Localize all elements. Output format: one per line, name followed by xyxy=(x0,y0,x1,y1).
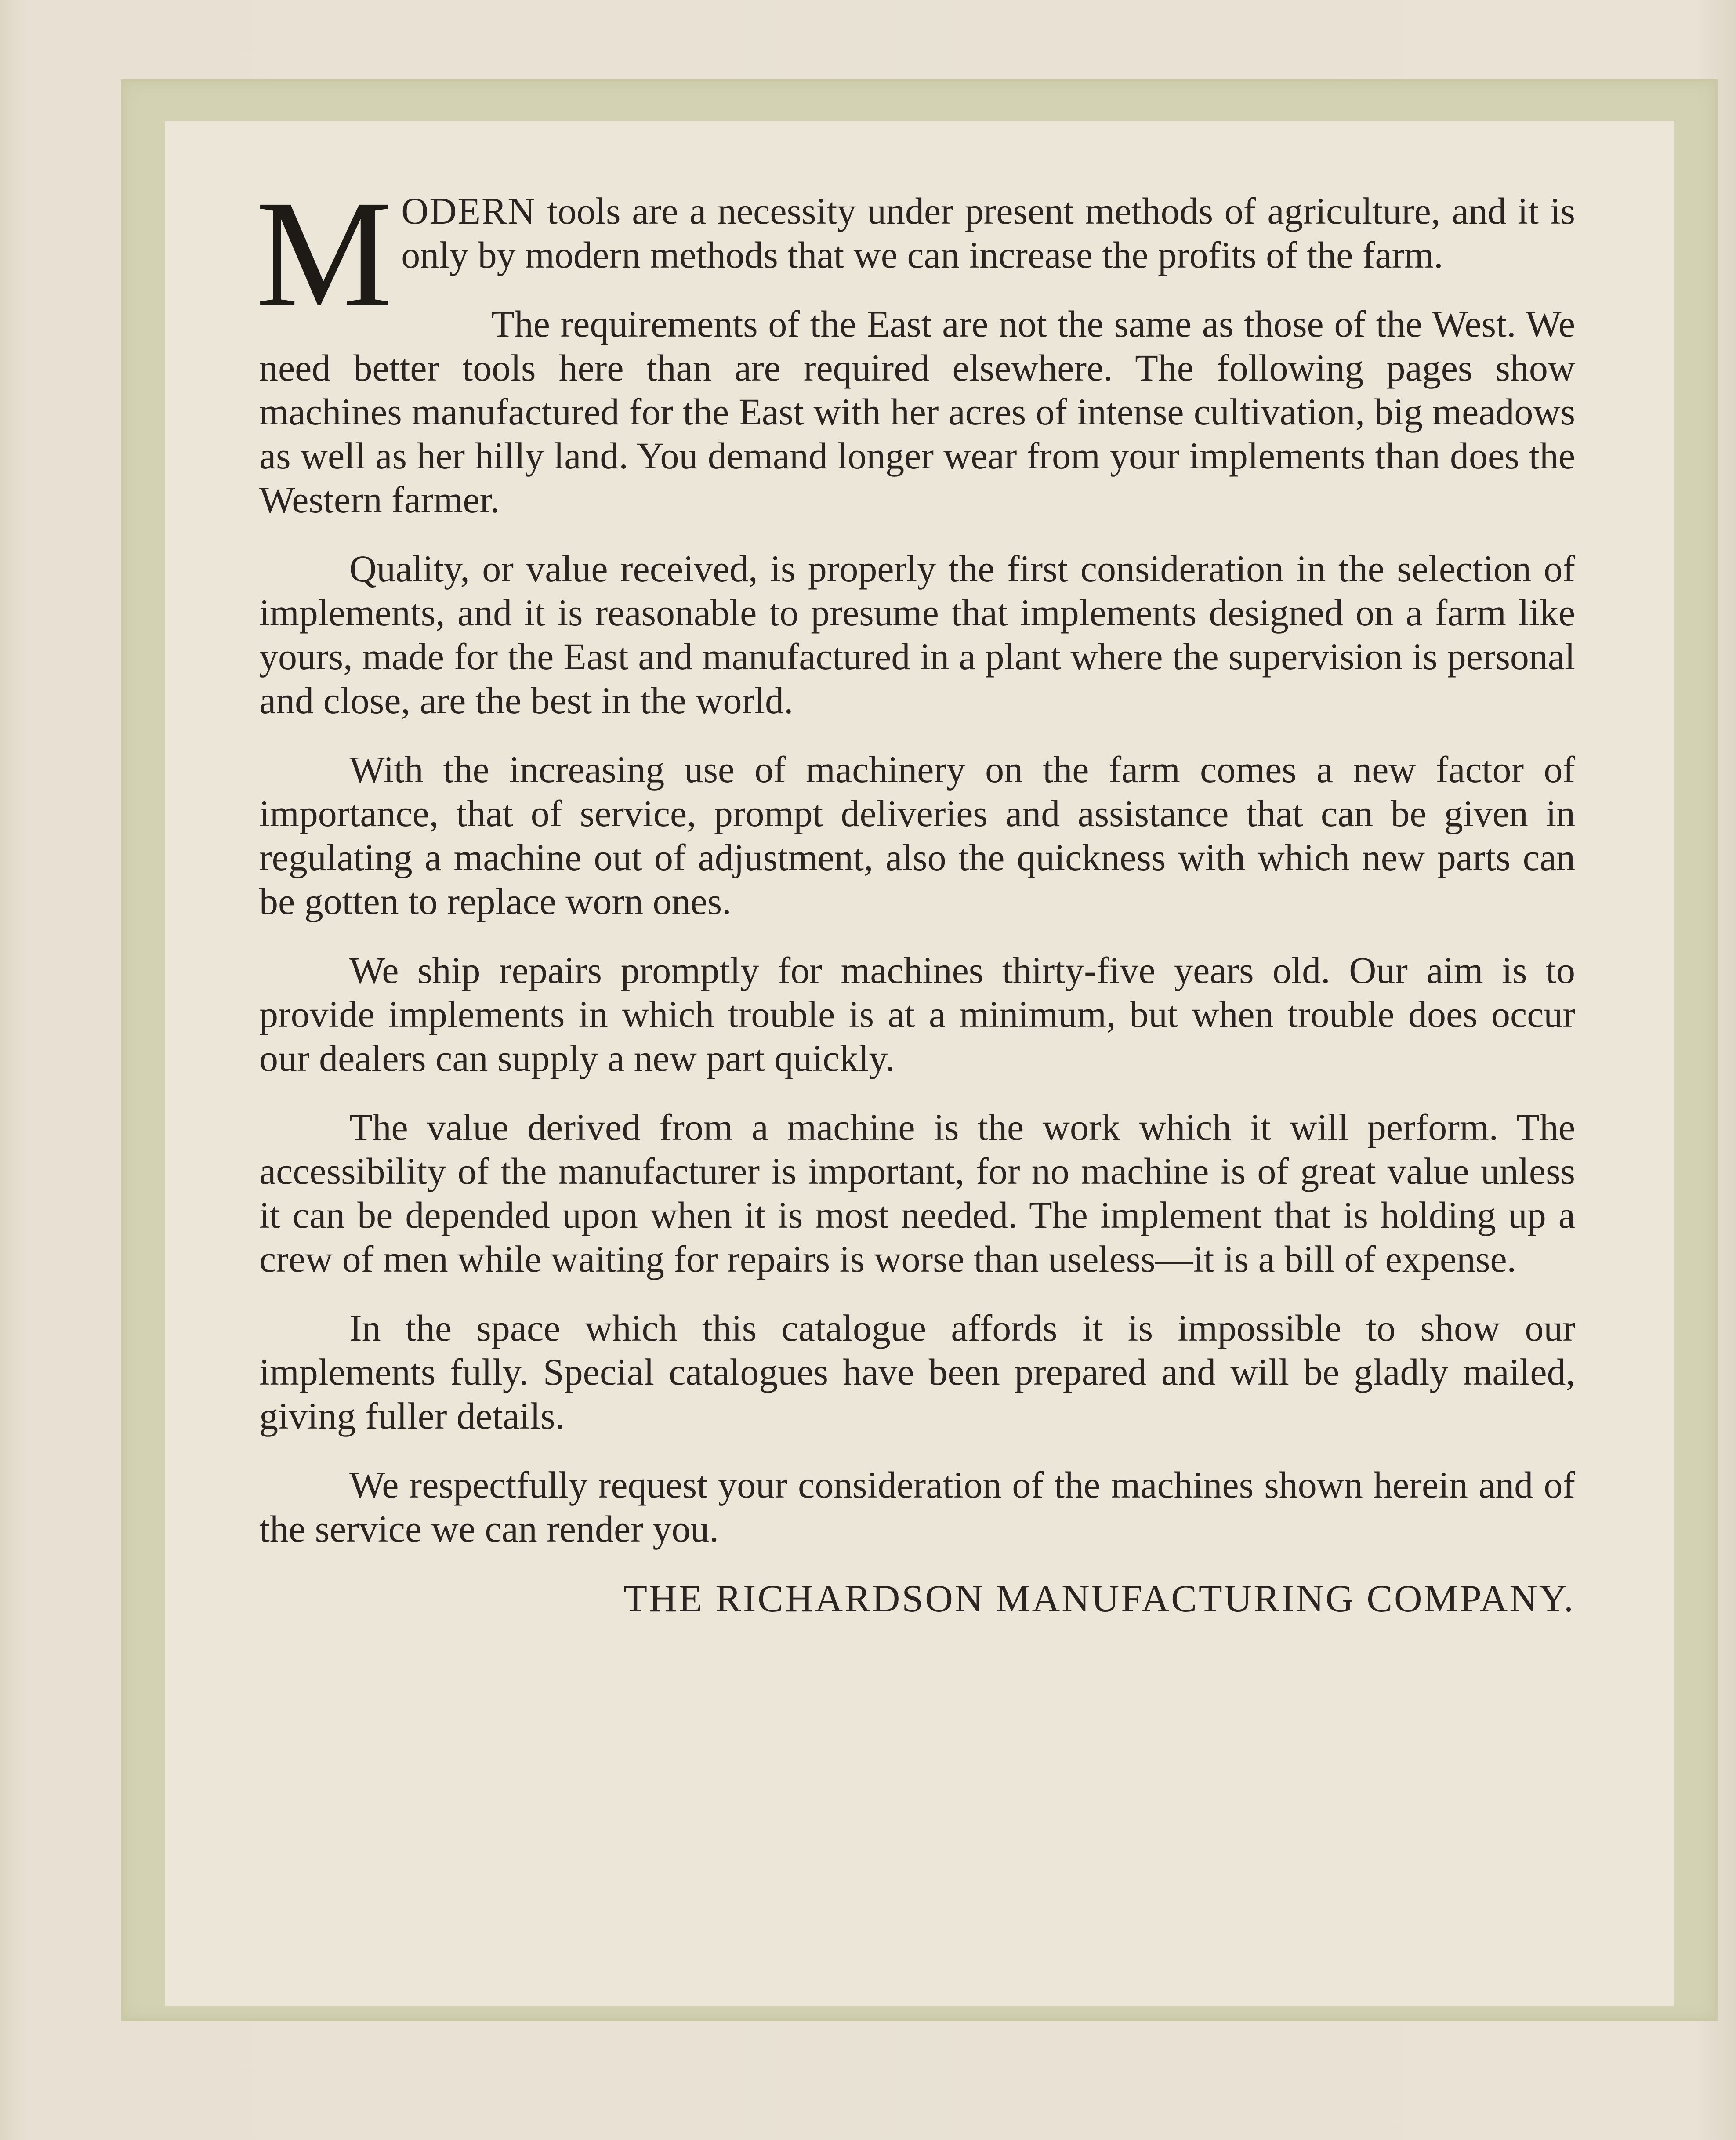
opening-paragraph xyxy=(256,168,1575,339)
opening-word-rest: ODERN xyxy=(401,190,536,232)
drop-cap-letter: M xyxy=(256,168,393,339)
paragraph-quality: Quality, or value received, is properly the first consideration in the selection of implements, and it is reasonable to presume that implements designed on a farm like yours, made for the East and manufactured in a plant where the supervision is personal and close, are the best in the world. xyxy=(259,548,1575,722)
paragraph-request: We respectfully request your consideration of the machines shown herein and of the service we can render you. xyxy=(259,1464,1575,1550)
paragraph-value: The value derived from a machine is the work which it will perform. The accessibility of the manufacturer is important, for no machine is of great value unless it can be depended upon when it is most needed. The implement that is holding up a crew of men while waiting for repairs is worse than useless—it is a bill of expense. xyxy=(259,1106,1575,1280)
opening-paragraph-text: tools are a necessity under present methods of agriculture, and it is only by modern methods that we can increase the profits of the farm. xyxy=(401,190,1575,276)
paragraph-repairs: We ship repairs promptly for machines thirty-five years old. Our aim is to provide implements in which trouble is at a minimum, but when trouble does occur our dealers can supply a new part quickly. xyxy=(259,949,1575,1079)
paragraph-east-west: The requirements of the East are not the same as those of the West. We need better tools here than are required elsewhere. The following pages show machines manufactured for the East with her acres of intense cultivation, big meadows as well as her hilly land. You demand longer wear from your implements than does the Western farmer. xyxy=(259,303,1575,521)
paragraph-service: With the increasing use of machinery on the farm comes a new factor of importance, that of service, prompt deliveries and assistance that can be given in regulating a machine out of adjustment, also the quickness with which new parts can be gotten to replace worn ones. xyxy=(259,748,1575,922)
paragraph-catalogues: In the space which this catalogue affords it is impossible to show our implements fully. Special catalogues have been prepared and will be gladly mailed, giving fuller details. xyxy=(259,1307,1575,1437)
catalogue-intro-text xyxy=(256,168,1575,1621)
company-signature: THE RICHARDSON MANUFACTURING COMPANY. xyxy=(623,1578,1575,1620)
